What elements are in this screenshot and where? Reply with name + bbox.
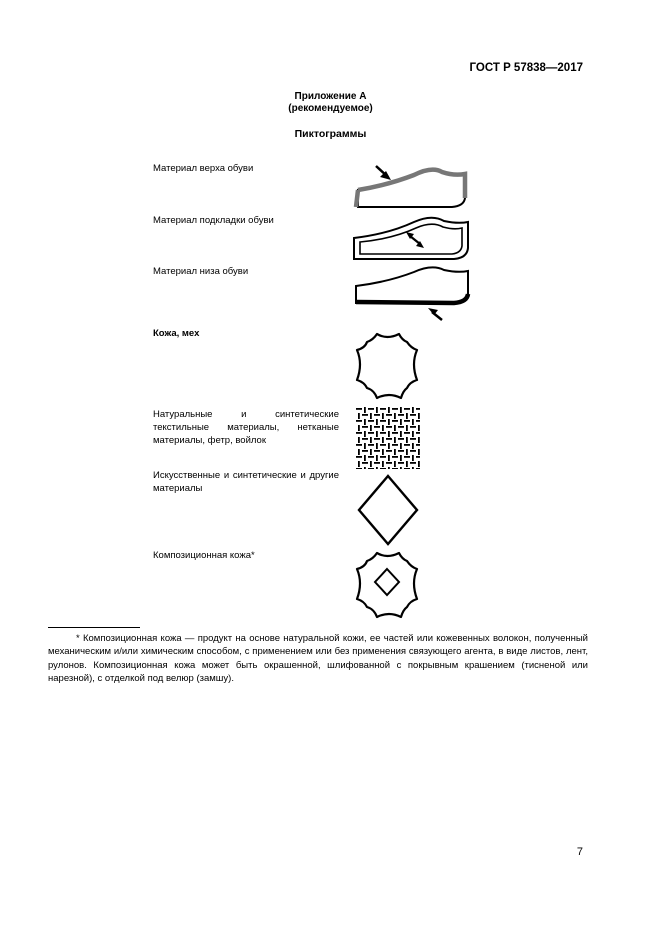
label-textile-materials: Натуральные и синтетические текстильные материалы, нетканые материалы, фетр, войлок (153, 409, 339, 446)
shoe-sole-icon (348, 262, 472, 326)
label-composite-leather: Композиционная кожа* (153, 550, 255, 561)
label-leather-fur: Кожа, мех (153, 328, 200, 339)
label-lining-material: Материал подкладки обуви (153, 215, 274, 226)
annex-subtitle: (рекомендуемое) (288, 103, 373, 114)
footnote: * Композиционная кожа — продукт на основе натуральной кожи, ее частей или кожевенных волокон, полученный механическим и/или химическим способом, с применением или без применения связующего агента, в виде листов, лент, рулонов. Композиционная кожа может быть окрашенной, шлифованной с покрывным крашением (тисненой или нарезной), с отделкой под велюр (замшу). (48, 633, 588, 684)
label-synthetic-materials: Искусственные и синтетические и другие материалы (153, 470, 339, 494)
diamond-icon (356, 473, 420, 547)
page-number: 7 (576, 846, 583, 858)
section-title: Пиктограммы (294, 128, 367, 140)
shoe-lining-icon (348, 212, 472, 264)
footnote-separator (48, 627, 140, 628)
document-code: ГОСТ Р 57838—2017 (469, 62, 583, 74)
woven-fabric-icon (356, 407, 420, 469)
composite-leather-icon (353, 547, 423, 623)
label-sole-material: Материал низа обуви (153, 266, 249, 277)
label-upper-material: Материал верха обуви (153, 163, 254, 174)
annex-title: Приложение А (294, 91, 367, 102)
hide-icon (353, 328, 423, 404)
shoe-upper-icon (348, 160, 472, 212)
